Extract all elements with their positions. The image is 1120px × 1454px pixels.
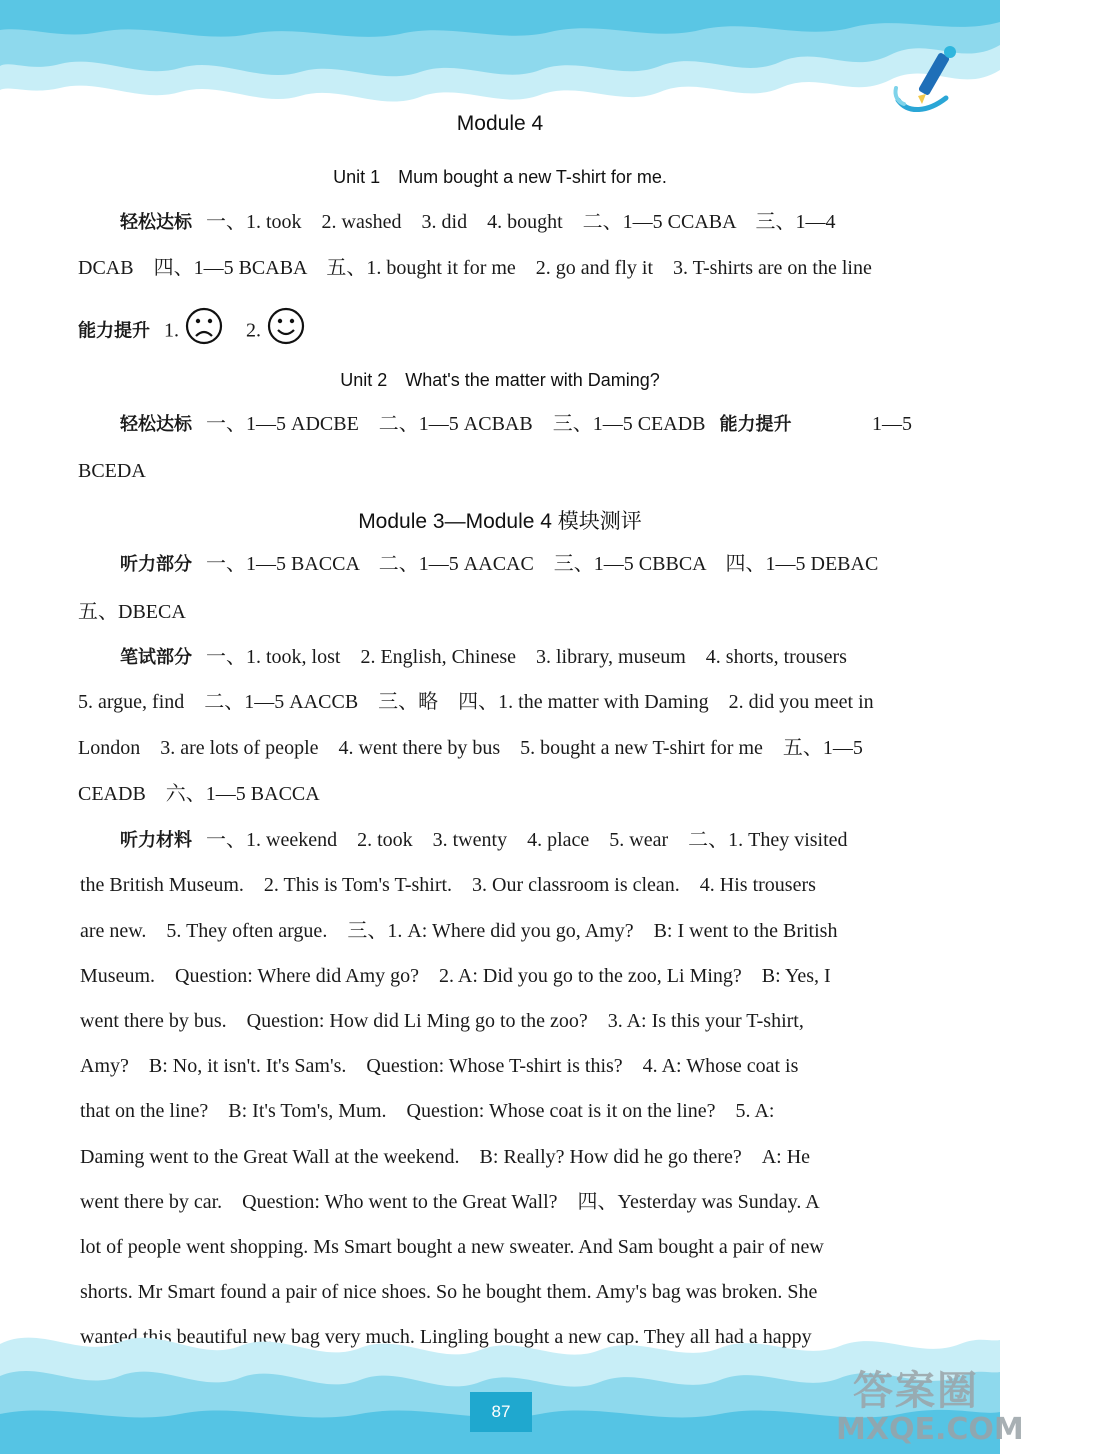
material-label: 听力材料: [120, 830, 192, 851]
ability-label: 能力提升: [719, 414, 792, 435]
answer-text: 一、1. weekend 2. took 3. twenty 4. place 5. wear 二、1. They visited: [206, 829, 848, 851]
listening-label: 听力部分: [120, 554, 192, 575]
unit1-title: Unit 1 Mum bought a new T-shirt for me.: [333, 167, 667, 187]
material-line: Museum. Question: Where did Amy go? 2. A: Did you go to the zoo, Li Ming? B: Yes, I: [80, 965, 831, 987]
listening-line2: 五、DBECA: [78, 601, 186, 623]
written-line4: CEADB 六、1—5 BACCA: [78, 783, 320, 805]
watermark-logo: [836, 1368, 1024, 1450]
material-line: shorts. Mr Smart found a pair of nice shoes. So he bought them. Amy's bag was broken. She: [80, 1281, 818, 1303]
answer-text: 一、1. took, lost 2. English, Chinese 3. library, museum 4. shorts, trousers: [206, 646, 847, 668]
easy-label: 轻松达标: [120, 212, 192, 233]
listening-line1: [120, 552, 1120, 577]
unit2-title: Unit 2 What's the matter with Daming?: [340, 370, 660, 390]
unit2-line1: [120, 412, 1120, 437]
written-label: 笔试部分: [120, 647, 192, 668]
unit1-ability-line: [78, 312, 1078, 352]
watermark-top: 答案圈: [853, 1368, 979, 1414]
material-line: Amy? B: No, it isn't. It's Sam's. Question: Whose T-shirt is this? 4. A: Whose coat is: [80, 1055, 799, 1077]
answer-text: 一、1—5 BACCA 二、1—5 AACAC 三、1—5 CBBCA 四、1—5 DEBAC: [206, 553, 879, 575]
ability-2-number: 2.: [246, 319, 261, 342]
material-line: wanted this beautiful new bag very much. Lingling bought a new cap. They all had a happy: [80, 1326, 812, 1348]
written-line1: [120, 645, 1120, 670]
answer-text: 一、1. took 2. washed 3. did 4. bought 二、1—5 CCABA 三、1—4: [206, 211, 836, 233]
unit2-line1-end: 1—5: [872, 413, 912, 435]
unit2-line2: BCEDA: [78, 460, 146, 482]
ability-label: 能力提升: [78, 320, 150, 342]
sad-face-icon: [184, 306, 224, 346]
easy-label: 轻松达标: [120, 414, 192, 435]
material-line: Daming went to the Great Wall at the weekend. B: Really? How did he go there? A: He: [80, 1146, 811, 1168]
ability-1-number: 1.: [164, 319, 179, 342]
material-line: the British Museum. 2. This is Tom's T-shirt. 3. Our classroom is clean. 4. His trousers: [80, 874, 816, 896]
written-line2: 5. argue, find 二、1—5 AACCB 三、略 四、1. the matter with Daming 2. did you meet in: [78, 691, 874, 713]
material-line: went there by bus. Question: How did Li Ming go to the zoo? 3. A: Is this your T-shirt,: [80, 1010, 804, 1032]
material-line: are new. 5. They often argue. 三、1. A: Where did you go, Amy? B: I went to the British: [80, 920, 838, 942]
material-line: went there by car. Question: Who went to the Great Wall? 四、Yesterday was Sunday. A: [80, 1191, 820, 1213]
unit1-line1: [120, 210, 1120, 235]
smiley-face-icon: [266, 306, 306, 346]
written-line3: London 3. are lots of people 4. went there by bus 5. bought a new T-shirt for me 五、1—5: [78, 737, 863, 759]
unit1-line2: DCAB 四、1—5 BCABA 五、1. bought it for me 2. go and fly it 3. T-shirts are on the line: [78, 257, 872, 279]
watermark-bottom: MXQE.COM: [836, 1412, 1024, 1447]
pen-icon: [888, 38, 968, 116]
test-title: Module 3—Module 4 模块测评: [358, 510, 642, 533]
material-line1: [120, 828, 1120, 853]
module-title: Module 4: [456, 112, 544, 135]
answer-text: 一、1—5 ADCBE 二、1—5 ACBAB 三、1—5 CEADB: [206, 413, 706, 435]
top-wave-banner: [0, 0, 1000, 120]
material-line: that on the line? B: It's Tom's, Mum. Question: Whose coat is it on the line? 5. A:: [80, 1100, 775, 1122]
page-number: 87: [470, 1392, 532, 1432]
material-line: lot of people went shopping. Ms Smart bought a new sweater. And Sam bought a pair of new: [80, 1236, 824, 1258]
